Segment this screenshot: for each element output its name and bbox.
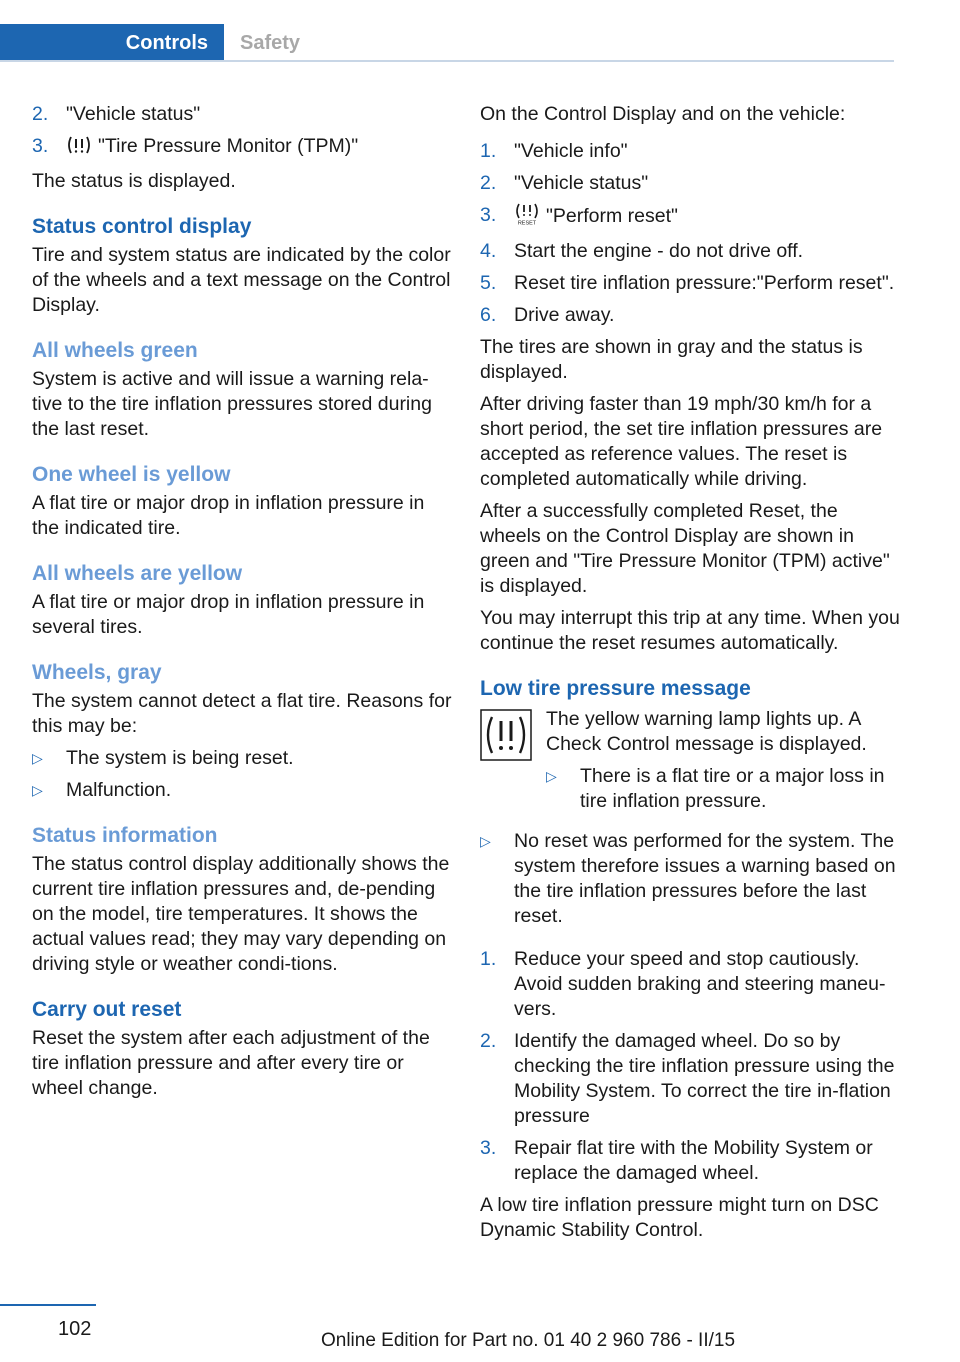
item-number: 1.	[480, 140, 497, 162]
paragraph: After a successfully completed Reset, the wheels on the Control Display are shown in green and "Tire Pressure Monitor (TPM) active" is displayed.	[480, 500, 890, 597]
bullet-text: No reset was performed for the system. The system therefore issues a warning based on the tire inflation pressures before the last reset.	[514, 830, 896, 927]
item-number: 4.	[480, 240, 497, 262]
item-number: 6.	[480, 304, 497, 326]
list-item	[480, 139, 900, 164]
tpm-warning-icon	[66, 135, 92, 162]
paragraph: You may interrupt this trip at any time. When you continue the reset resumes automatically.	[480, 607, 900, 654]
triangle-bullet-icon: ▷	[480, 833, 491, 849]
list-item	[32, 134, 452, 162]
list-item	[480, 203, 900, 232]
footer-divider	[0, 1304, 96, 1306]
status-info-body: The status control display additionally shows the current tire inflation pressures and, de-pending on the model, tire temperatures. It shows the actual values read; they may vary depending on driving style or weather condi-tions.	[32, 853, 450, 975]
item-text: Start the engine - do not drive off.	[514, 240, 804, 262]
one-yellow-body: A flat tire or major drop in inflation pressure in the indicated tire.	[32, 492, 425, 539]
item-number: 2.	[480, 172, 497, 194]
list-item	[480, 1029, 900, 1129]
svg-text:RESET: RESET	[517, 220, 537, 225]
item-text-with-icon	[66, 134, 452, 162]
bullet-item	[32, 746, 452, 771]
heading-status-control: Status control display	[32, 215, 252, 238]
bullet-text: The system is being reset.	[66, 747, 294, 769]
heading-all-green: All wheels green	[32, 339, 198, 362]
carry-reset-body: Reset the system after each adjustment of the tire inflation pressure and after every tire or wheel change.	[32, 1027, 430, 1099]
bullet-item	[480, 829, 900, 929]
right-column	[480, 102, 900, 1250]
page-number: 102	[58, 1318, 92, 1340]
page-header	[0, 0, 960, 64]
bullet-text: Malfunction.	[66, 779, 172, 801]
status-note: The status is displayed.	[32, 170, 236, 192]
heading-low-pressure: Low tire pressure message	[480, 677, 751, 700]
heading-status-info: Status information	[32, 824, 218, 847]
header-divider	[0, 60, 894, 62]
list-item	[480, 947, 900, 1022]
item-label: "Tire Pressure Monitor (TPM)"	[98, 135, 359, 157]
item-text: "Vehicle status"	[66, 103, 201, 125]
item-text-with-icon	[514, 203, 900, 232]
tpm-reset-icon	[514, 203, 540, 232]
tab-safety[interactable]: Safety	[224, 24, 894, 62]
status-control-body: Tire and system status are indicated by the color of the wheels and a text message on the Control Display.	[32, 244, 451, 316]
edition-text: Online Edition for Part no. 01 40 2 960 786 - II/15	[320, 1330, 736, 1351]
bullet-text: There is a flat tire or a major loss in tire inflation pressure.	[580, 765, 885, 812]
item-number: 2.	[32, 103, 49, 125]
list-item	[480, 303, 900, 328]
item-text: Drive away.	[514, 304, 615, 326]
tpm-warning-lamp-icon	[480, 709, 532, 761]
item-text: Reset tire inflation pressure:"Perform reset".	[514, 272, 895, 294]
warning-lamp-block	[480, 707, 900, 821]
gray-body: The system cannot detect a flat tire. Reasons for this may be:	[32, 690, 452, 737]
list-item	[480, 271, 900, 296]
heading-carry-reset: Carry out reset	[32, 998, 182, 1021]
item-label: "Perform reset"	[546, 205, 678, 227]
item-text: Identify the damaged wheel. Do so by checking the tire inflation pressure using the Mobility System. To correct the tire in-flation pressure	[514, 1030, 895, 1127]
all-yellow-body: A flat tire or major drop in inflation pressure in several tires.	[32, 591, 425, 638]
bullet-item	[32, 778, 452, 803]
paragraph: The tires are shown in gray and the status is displayed.	[480, 336, 863, 383]
item-text: Repair flat tire with the Mobility System or replace the damaged wheel.	[514, 1137, 873, 1184]
item-number: 3.	[480, 204, 497, 226]
lamp-description: The yellow warning lamp lights up. A Check Control message is displayed.	[546, 708, 867, 755]
item-text: Reduce your speed and stop cautiously. Avoid sudden braking and steering maneu-vers.	[514, 948, 886, 1020]
heading-one-yellow: One wheel is yellow	[32, 463, 231, 486]
all-green-body: System is active and will issue a warning rela-tive to the tire inflation pressures stored during the last reset.	[32, 368, 432, 440]
edition-line	[0, 1330, 960, 1352]
item-number: 3.	[480, 1137, 497, 1159]
heading-all-yellow: All wheels are yellow	[32, 562, 243, 585]
item-text: "Vehicle status"	[514, 172, 649, 194]
list-item	[480, 1136, 900, 1186]
list-item	[480, 239, 900, 264]
paragraph: After driving faster than 19 mph/30 km/h for a short period, the set tire inflation pressures are accepted as reference values. The reset is completed automatically while driving.	[480, 393, 883, 490]
left-column	[32, 102, 452, 1108]
warning-lamp-text-group	[546, 707, 900, 821]
tab-controls[interactable]: Controls	[0, 24, 224, 62]
steps-intro: On the Control Display and on the vehicle:	[480, 103, 846, 125]
triangle-bullet-icon: ▷	[546, 768, 557, 784]
item-number: 1.	[480, 948, 497, 970]
heading-gray: Wheels, gray	[32, 661, 162, 684]
item-number: 5.	[480, 272, 497, 294]
list-item	[480, 171, 900, 196]
item-text: "Vehicle info"	[514, 140, 628, 162]
closing-paragraph: A low tire inflation pressure might turn on DSC Dynamic Stability Control.	[480, 1194, 879, 1241]
triangle-bullet-icon: ▷	[32, 782, 43, 798]
item-number: 3.	[32, 135, 49, 157]
item-number: 2.	[480, 1030, 497, 1052]
bullet-item	[546, 764, 900, 814]
triangle-bullet-icon: ▷	[32, 750, 43, 766]
list-item	[32, 102, 452, 127]
